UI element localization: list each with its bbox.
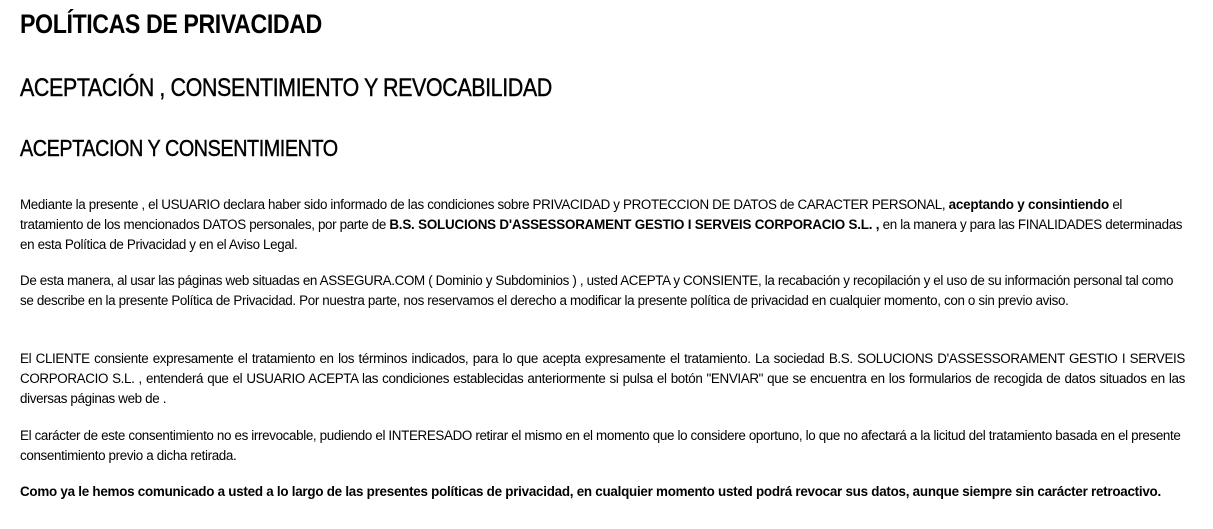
company-name: B.S. SOLUCIONS D'ASSESSORAMENT GESTIO I SERVEIS CORPORACIO S.L. , [389, 217, 880, 232]
paragraph-emphasis: aceptando y consintiendo [948, 197, 1109, 212]
paragraph-revocation: Como ya le hemos comunicado a usted a lo largo de las presentes políticas de privacidad, en cualquier momento usted podrá revocar sus datos, aunque siempre sin carácter retroactivo. [20, 484, 1161, 499]
paragraph-website-usage: De esta manera, al usar las páginas web situadas en ASSEGURA.COM ( Dominio y Subdominios ) , usted ACEPTA y CONSIENTE, la recabación y recopilación y el uso de su información personal tal como se describe en la presente Política de Privacidad. Por nuestra parte, nos reservamos el derecho a modificar la presente política de privacidad en cualquier momento, con o sin previo aviso. [20, 273, 1174, 308]
page-title: POLÍTICAS DE PRIVACIDAD [20, 9, 322, 39]
section-heading: ACEPTACIÓN , CONSENTIMIENTO Y REVOCABILIDAD [20, 74, 552, 102]
paragraph-text: el tratamiento de los mencionados DATOS personales, por parte de [20, 197, 1123, 232]
subsection-heading: ACEPTACION Y CONSENTIMIENTO [20, 135, 338, 161]
paragraph-consent-character: El carácter de este consentimiento no es irrevocable, pudiendo el INTERESADO retirar el mismo en el momento que lo considere oportuno, lo que no afectará a la licitud del tratamiento basada en el presente consentimiento previo a dicha retirada. [20, 428, 1181, 463]
paragraph-acceptance [20, 195, 1185, 255]
paragraph-text: Mediante la presente , el USUARIO declara haber sido informado de las condiciones sobre PRIVACIDAD y PROTECCION DE DATOS de CARACTER PERSONAL, [20, 197, 949, 212]
paragraph-client-consent: El CLIENTE consiente expresamente el tratamiento en los términos indicados, para lo que acepta expresamente el tratamiento. La sociedad B.S. SOLUCIONS D'ASSESSORAMENT GESTIO I SERVEIS CORPORACIO S.L. , entenderá que el USUARIO ACEPTA las condiciones establecidas anteriormente si pulsa el botón "ENVIAR" que se encuentra en los formularios de recogida de datos situados en las diversas páginas web de . [20, 351, 1185, 406]
paragraph-text: en la manera y para las FINALIDADES determinadas en esta Política de Privacidad y en el Aviso Legal. [20, 217, 1183, 252]
